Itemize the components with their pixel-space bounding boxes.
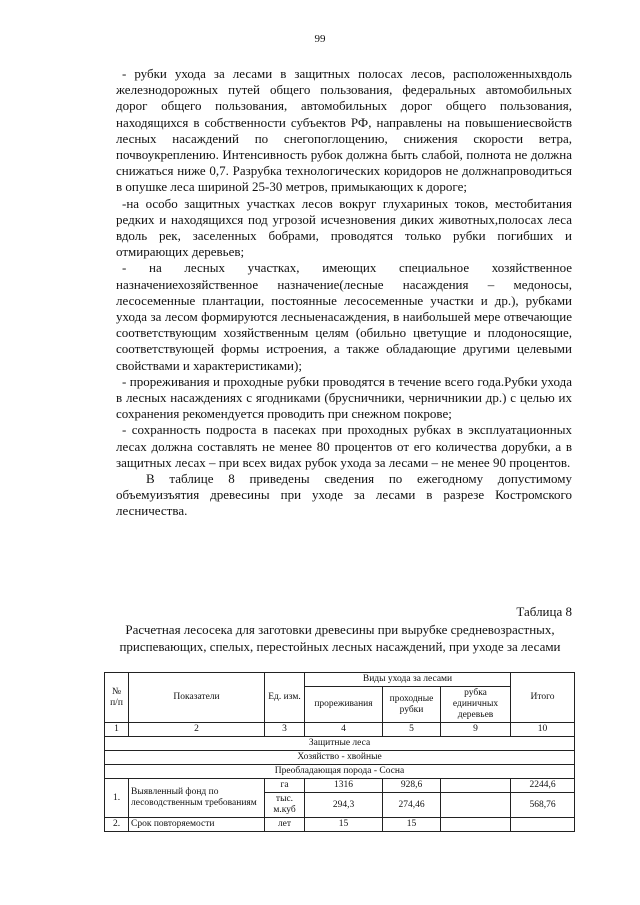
cell-thinning: 15 [305, 818, 383, 832]
cell-single [441, 779, 511, 793]
col-number: 9 [441, 723, 511, 737]
row-unit: га [265, 779, 305, 793]
col-number: 1 [105, 723, 129, 737]
paragraph-2: -на особо защитных участках лесов вокруг глухариных токов, местобитания редких и находящихся под угрозой исчезновения диких животных,полосах леса вдоль рек, заселенных бобрами, проводятся только рубки погибших и отмирающих деревьев; [116, 195, 572, 260]
header-types-group: Виды ухода за лесами [305, 673, 511, 687]
row-num: 1. [105, 779, 129, 818]
cell-single [441, 818, 511, 832]
column-number-row [105, 723, 575, 737]
col-number: 10 [511, 723, 575, 737]
section-forest: Защитные леса [105, 737, 575, 751]
cell-total: 2244,6 [511, 779, 575, 793]
header-passage: проходные рубки [383, 687, 441, 723]
data-table [104, 672, 575, 832]
section-economy: Хозяйство - хвойные [105, 751, 575, 765]
section-species: Преобладающая порода - Сосна [105, 765, 575, 779]
cell-passage: 928,6 [383, 779, 441, 793]
col-number: 5 [383, 723, 441, 737]
page-number: 99 [314, 33, 326, 45]
paragraph-3: - на лесных участках, имеющих специальное хозяйственное назначениехозяйственное назначение(лесные насаждения – медоносы, лесосеменные плантации, постоянные лесосеменные участки и др.), рубками ухода за лесом формируются лесныенасаждения, в наибольшей мере отвечающие соответствующим хозяйственным целям (обильно цветущие и плодоносящие, соответствующей формы истроения, а также обладающие другими целевыми свойствами и характеристиками); [116, 260, 572, 373]
section-row [105, 765, 575, 779]
col-number: 3 [265, 723, 305, 737]
header-num: № п/п [105, 673, 129, 723]
header-single-tree: рубка единичных деревьев [441, 687, 511, 723]
header-thinning: прореживания [305, 687, 383, 723]
header-total: Итого [511, 673, 575, 723]
cutting-table [104, 672, 574, 832]
table-row [105, 818, 575, 832]
col-number: 2 [129, 723, 265, 737]
header-row [105, 673, 575, 687]
header-indicator: Показатели [129, 673, 265, 723]
row-unit: тыс. м.куб [265, 793, 305, 818]
body-text [116, 66, 572, 520]
paragraph-4: - прореживания и проходные рубки проводятся в течение всего года.Рубки ухода в лесных насаждениях с ягодниками (брусничники, черничникии др.) с целью их сохранения рекомендуется проводить при снежном покрове; [116, 373, 572, 422]
row-indicator: Выявленный фонд по лесоводственным требованиям [129, 779, 265, 818]
row-num: 2. [105, 818, 129, 832]
section-row [105, 751, 575, 765]
cell-total [511, 818, 575, 832]
section-row [105, 737, 575, 751]
table-title: Расчетная лесосека для заготовки древесины при вырубке средневозрастных, приспевающих, спелых, перестойных лесных насаждений, при уходе за лесами [119, 622, 561, 654]
row-unit: лет [265, 818, 305, 832]
header-unit: Ед. изм. [265, 673, 305, 723]
cell-total: 568,76 [511, 793, 575, 818]
cell-single [441, 793, 511, 818]
cell-thinning: 294,3 [305, 793, 383, 818]
paragraph-5: - сохранность подроста в пасеках при проходных рубках в эксплуатационных лесах должна составлять не менее 80 процентов от его количества дорубки, а в защитных лесах – при всех видах рубок ухода за лесами – не менее 90 процентов. [116, 422, 572, 470]
cell-thinning: 1316 [305, 779, 383, 793]
table-row [105, 779, 575, 793]
col-number: 4 [305, 723, 383, 737]
paragraph-1: - рубки ухода за лесами в защитных полосах лесов, расположенныхвдоль железнодорожных путей общего пользования, федеральных автомобильных дорог общего пользования, автомобильных дорог общего пользования, находящихся в собственности субъектов РФ, направлены на повышениесвойств лесных насаждений по снегопоглощению, снижения скорости ветра, почвоукреплению. Интенсивность рубок должна быть слабой, полнота не должна снижаться ниже 0,7. Разрубка технологических коридоров не должнапроводиться в опушке леса шириной 25-30 метров, примыкающих к дороге; [116, 66, 572, 195]
paragraph-6: В таблице 8 приведены сведения по ежегодному допустимому объемуизъятия древесины при уходе за лесами в разрезе Костромского лесничества. [116, 471, 572, 519]
row-indicator: Срок повторяемости [129, 818, 265, 832]
table-label: Таблица 8 [516, 604, 572, 619]
cell-passage: 274,46 [383, 793, 441, 818]
cell-passage: 15 [383, 818, 441, 832]
